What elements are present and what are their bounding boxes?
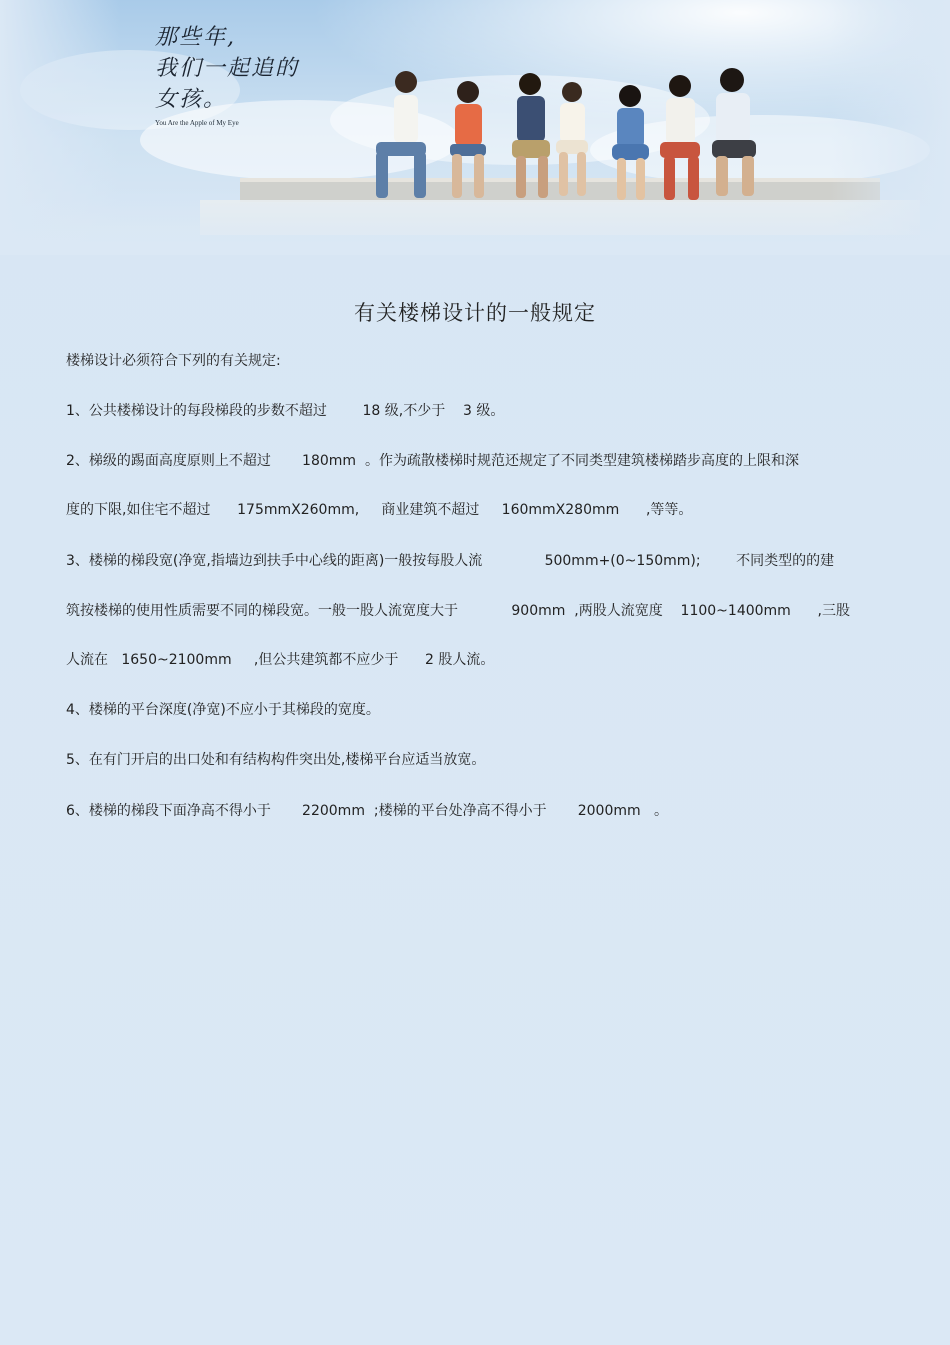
rule-line-2: 2、梯级的踢面高度原则上不超过 180mm 。作为疏散楼梯时规范还规定了不同类型建筑楼梯踏步高度的上限和深 xyxy=(66,453,799,469)
document-title: 有关楼梯设计的一般规定 xyxy=(354,301,596,325)
rule-line-5: 5、在有门开启的出口处和有结构构件突出处,楼梯平台应适当放宽。 xyxy=(66,752,486,768)
rule-line-3-cont-a: 筑按楼梯的使用性质需要不同的梯段宽。一般一股人流宽度大于 900mm ,两股人流宽度 1100~1400mm ,三股 xyxy=(66,603,850,619)
rule-line-4: 4、楼梯的平台深度(净宽)不应小于其梯段的宽度。 xyxy=(66,702,380,718)
rule-line-2-cont: 度的下限,如住宅不超过 175mmX260mm, 商业建筑不超过 160mmX280mm ,等等。 xyxy=(66,502,693,518)
rule-line-1: 1、公共楼梯设计的每段梯段的步数不超过 18 级,不少于 3 级。 xyxy=(66,403,505,419)
rule-line-6: 6、楼梯的梯段下面净高不得小于 2200mm ;楼梯的平台处净高不得小于 2000mm 。 xyxy=(66,803,668,819)
rule-line-3: 3、楼梯的梯段宽(净宽,指墙边到扶手中心线的距离)一般按每股人流 500mm+(0~150mm); 不同类型的的建 xyxy=(66,553,835,569)
handwriting-line-2: 我们一起追的 xyxy=(155,56,300,81)
banner-photo xyxy=(0,0,950,255)
english-caption: You Are the Apple of My Eye xyxy=(155,119,239,127)
handwriting-line-3: 女孩。 xyxy=(155,87,228,112)
handwriting-line-1: 那些年, xyxy=(155,25,236,50)
header-banner xyxy=(0,0,950,255)
intro-text: 楼梯设计必须符合下列的有关规定: xyxy=(66,353,281,369)
banner-handwriting xyxy=(155,22,299,128)
rule-line-3-cont-b: 人流在 1650~2100mm ,但公共建筑都不应少于 2 股人流。 xyxy=(66,652,495,668)
